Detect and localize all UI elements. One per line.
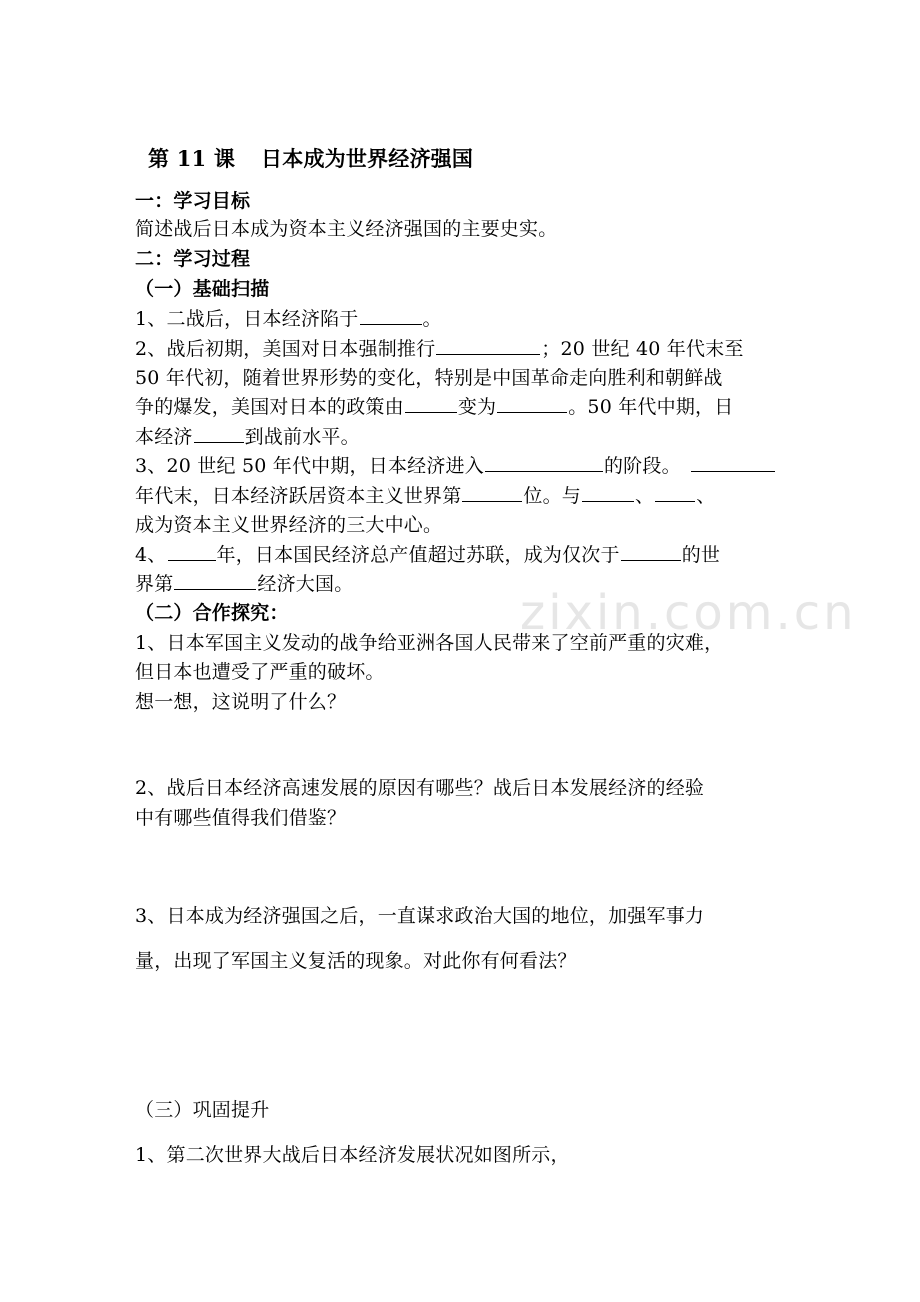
inquiry-2-line1: 2、战后日本经济高速发展的原因有哪些？战后日本发展经济的经验 bbox=[135, 777, 705, 799]
answer-blank[interactable] bbox=[655, 483, 695, 502]
inquiry-3-line1: 3、日本成为经济强国之后，一直谋求政治大国的地位，加强军事力 bbox=[135, 905, 705, 927]
page-title bbox=[148, 146, 473, 172]
inquiry-1-line1: 1、日本军国主义发动的战争给亚洲各国人民带来了空前严重的灾难， bbox=[135, 632, 724, 654]
question-1-1: 1、二战后，日本经济陷于 。 bbox=[135, 308, 442, 330]
answer-blank[interactable] bbox=[621, 542, 681, 561]
question-1-3-line3: 成为资本主义世界经济的三大中心。 bbox=[135, 514, 443, 536]
answer-blank[interactable] bbox=[462, 483, 522, 502]
question-1-2-line4: 本经济 到战前水平。 bbox=[135, 426, 360, 448]
objective-text: 简述战后日本成为资本主义经济强国的主要史实。 bbox=[135, 218, 558, 240]
watermark: zixin.com.cn bbox=[520, 585, 857, 641]
lesson-number: 第 11 课 bbox=[148, 146, 236, 171]
part-heading-basic-scan: （一）基础扫描 bbox=[135, 278, 270, 300]
answer-blank[interactable] bbox=[360, 306, 422, 325]
answer-blank[interactable] bbox=[497, 394, 567, 413]
question-1-2-line2: 50 年代初，随着世界形势的变化，特别是中国革命走向胜利和朝鲜战 bbox=[135, 367, 723, 389]
section-heading-process: 二：学习过程 bbox=[135, 248, 251, 270]
question-1-4-line1: 4、 年，日本国民经济总产值超过苏联，成为仅次于 的世 bbox=[135, 544, 721, 566]
inquiry-3-line2: 量，出现了军国主义复活的现象。对此你有何看法？ bbox=[135, 950, 577, 972]
answer-blank[interactable] bbox=[174, 571, 256, 590]
question-1-4-line2: 界第 经济大国。 bbox=[135, 573, 354, 595]
question-1-2-line3: 争的爆发，美国对日本的政策由 变为 。50 年代中期，日 bbox=[135, 396, 734, 418]
question-1-3-line2: 年代末，日本经济跃居资本主义世界第 位。与 、 、 bbox=[135, 485, 716, 507]
consolidation-question-1: 1、第二次世界大战后日本经济发展状况如图所示， bbox=[135, 1144, 570, 1166]
answer-blank[interactable] bbox=[582, 483, 634, 502]
question-1-2-line1: 2、战后初期，美国对日本强制推行 ；20 世纪 40 年代末至 bbox=[135, 338, 744, 360]
answer-blank[interactable] bbox=[485, 453, 603, 472]
section-heading-objectives: 一：学习目标 bbox=[135, 190, 251, 212]
answer-blank[interactable] bbox=[436, 336, 540, 355]
answer-blank[interactable] bbox=[168, 542, 216, 561]
part-heading-consolidation: （三）巩固提升 bbox=[135, 1099, 270, 1121]
question-1-3-line1: 3、20 世纪 50 年代中期，日本经济进入 的阶段。 bbox=[135, 453, 776, 479]
inquiry-1-line2: 但日本也遭受了严重的破坏。 bbox=[135, 661, 385, 683]
lesson-name: 日本成为世界经济强国 bbox=[261, 146, 474, 171]
inquiry-2-line2: 中有哪些值得我们借鉴？ bbox=[135, 807, 347, 829]
answer-blank[interactable] bbox=[405, 394, 457, 413]
answer-blank[interactable] bbox=[194, 424, 244, 443]
inquiry-1-line3: 想一想，这说明了什么？ bbox=[135, 691, 347, 713]
part-heading-cooperative-inquiry: （二）合作探究： bbox=[135, 602, 289, 624]
answer-blank[interactable] bbox=[691, 453, 775, 472]
